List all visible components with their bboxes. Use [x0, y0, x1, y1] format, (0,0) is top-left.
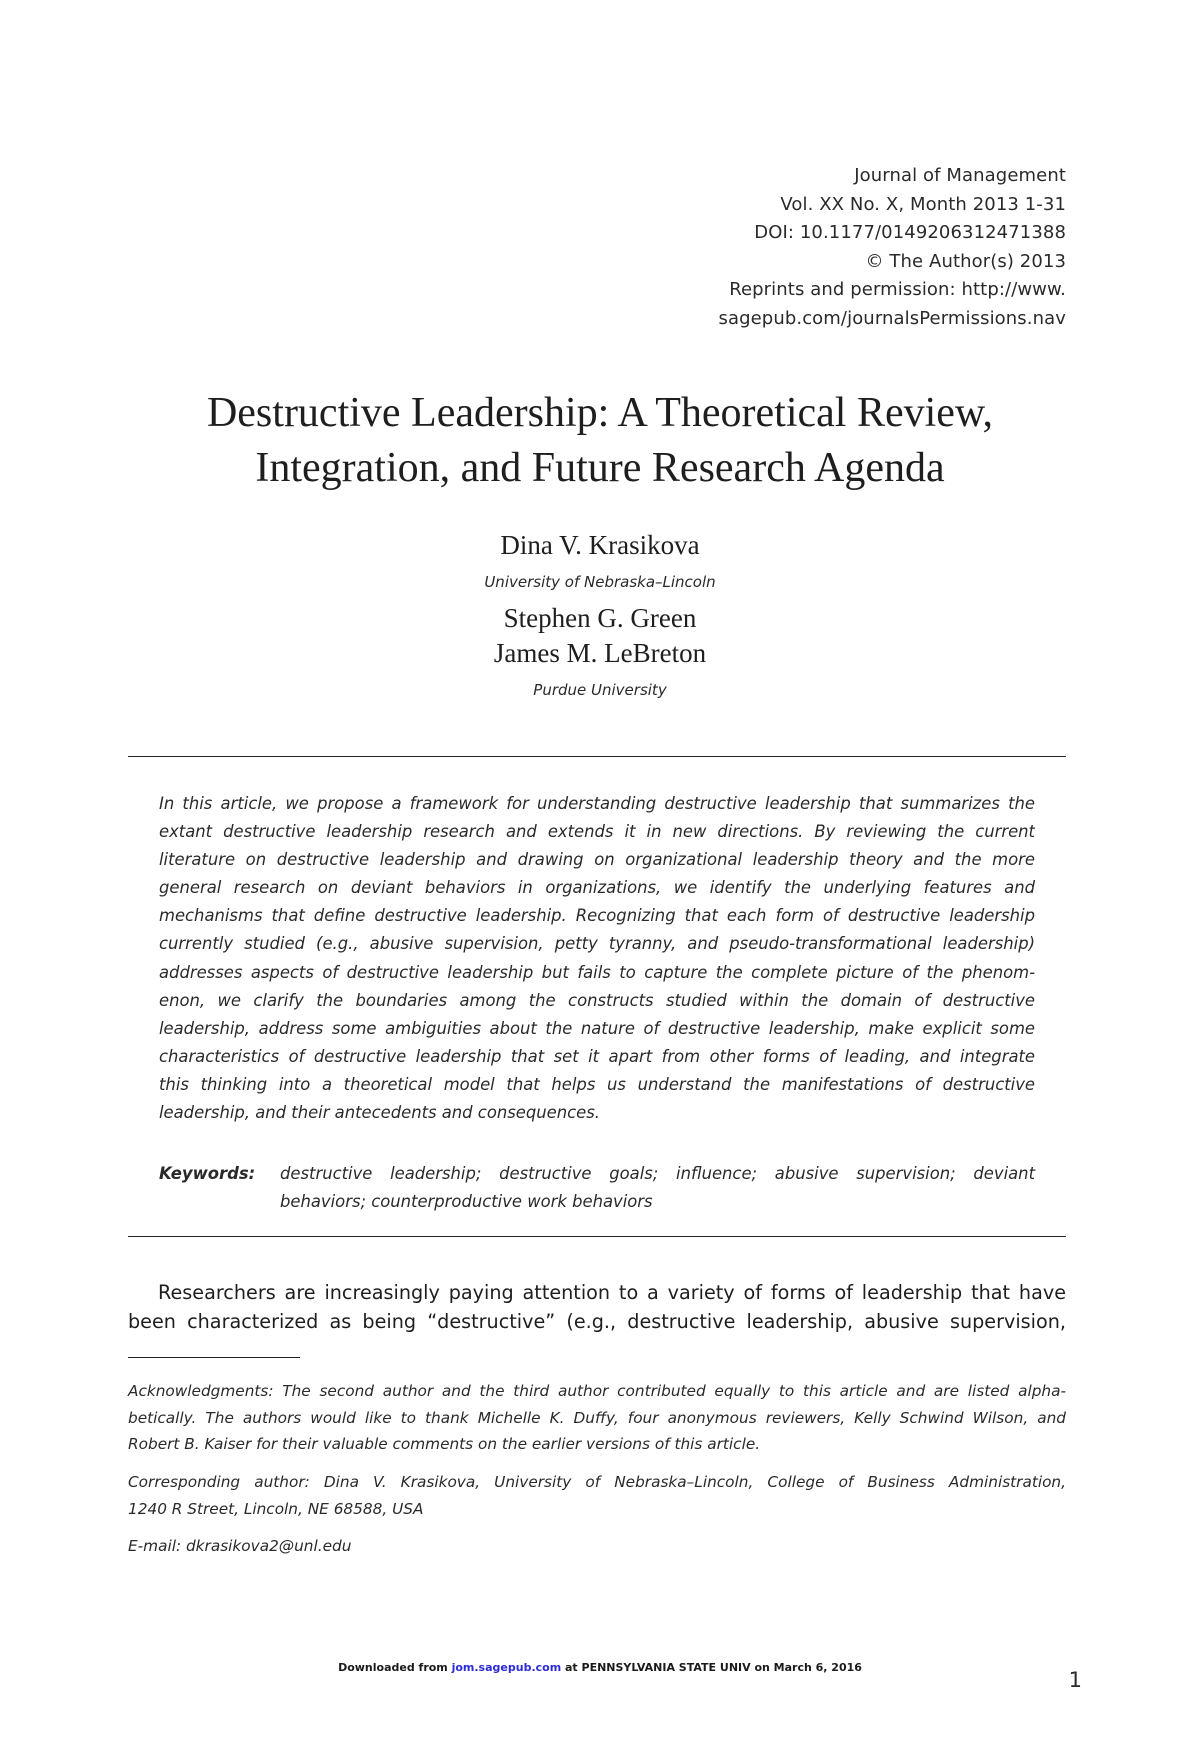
keywords-label: Keywords: — [159, 1164, 256, 1183]
footnote-line: Corresponding author: Dina V. Krasikova, University of Nebraska–Lincoln, College of Business Administration, — [128, 1473, 1066, 1491]
body-paragraph — [128, 1278, 1066, 1336]
corresponding-author-note — [128, 1469, 1066, 1522]
author-email[interactable]: E-mail: dkrasikova2@unl.edu — [128, 1537, 352, 1555]
abstract-line: leadership, and their antecedents and consequences. — [159, 1103, 600, 1123]
author-name: Dina V. Krasikova — [500, 530, 700, 560]
page-number: 1 — [1068, 1668, 1082, 1692]
author-affiliation: University of Nebraska–Lincoln — [484, 573, 716, 591]
footnote-line: betically. The authors would like to thank Michelle K. Duffy, four anonymous reviewers, Kelly Schwind Wilson, and — [128, 1408, 1066, 1427]
journal-copyright: © The Author(s) 2013 — [865, 250, 1066, 272]
author-name: Stephen G. Green — [503, 603, 697, 633]
acknowledgments-note — [128, 1378, 1066, 1458]
abstract-line: currently studied (e.g., abusive supervision, petty tyranny, and pseudo-transformational leadership) — [159, 934, 1035, 954]
journal-reprints: Reprints and permission: http://www. — [729, 279, 1066, 300]
footnote-line: Robert B. Kaiser for their valuable comments on the earlier versions of this article. — [128, 1435, 761, 1453]
author-affiliation: Purdue University — [533, 681, 667, 699]
download-notice — [0, 1661, 1200, 1674]
journal-info — [546, 162, 1066, 333]
download-prefix: Downloaded from — [338, 1661, 452, 1674]
abstract-line: this thinking into a theoretical model that helps us understand the manifestations of destructive — [159, 1074, 1035, 1094]
abstract-line: leadership, address some ambiguities about the nature of destructive leadership, make explicit some — [159, 1018, 1035, 1038]
article-title-line: Destructive Leadership: A Theoretical Review, — [206, 390, 994, 436]
divider-rule — [128, 1236, 1066, 1237]
download-suffix: at PENNSYLVANIA STATE UNIV on March 6, 2016 — [561, 1661, 862, 1674]
journal-name: Journal of Management — [854, 165, 1066, 186]
article-title — [0, 386, 1200, 496]
abstract-line: general research on deviant behaviors in organizations, we identify the underlying features and — [159, 878, 1035, 898]
abstract-line: In this article, we propose a framework for understanding destructive leadership that summarizes the — [159, 794, 1035, 813]
body-line: Researchers are increasingly paying attention to a variety of forms of leadership that have — [158, 1281, 1066, 1304]
footnote-line: Acknowledgments: The second author and the third author contributed equally to this article and are listed alpha- — [128, 1382, 1066, 1400]
abstract-line: addresses aspects of destructive leadership but fails to capture the complete picture of the phenom- — [159, 962, 1035, 982]
body-line: been characterized as being “destructive” (e.g., destructive leadership, abusive supervision, — [128, 1310, 1066, 1333]
article-title-line: Integration, and Future Research Agenda — [255, 445, 945, 491]
abstract-line: literature on destructive leadership and drawing on organizational leadership theory and the more — [159, 850, 1035, 870]
abstract-line: extant destructive leadership research and extends it in new directions. By reviewing the current — [159, 822, 1035, 842]
footnote-line: 1240 R Street, Lincoln, NE 68588, USA — [128, 1499, 424, 1518]
divider-rule — [128, 756, 1066, 757]
footnote-rule — [128, 1357, 300, 1358]
author-name: James M. LeBreton — [493, 638, 707, 668]
abstract — [159, 790, 1035, 1127]
abstract-line: mechanisms that define destructive leadership. Recognizing that each form of destructive leadership — [159, 906, 1035, 926]
journal-doi: DOI: 10.1177/0149206312471388 — [754, 222, 1066, 243]
abstract-line: characteristics of destructive leadership that set it apart from other forms of leading, and integrate — [159, 1046, 1035, 1066]
keywords-line: destructive leadership; destructive goals; influence; abusive supervision; deviant — [280, 1164, 1035, 1183]
journal-volume: Vol. XX No. X, Month 2013 1-31 — [780, 193, 1066, 215]
keywords-line: behaviors; counterproductive work behaviors — [280, 1192, 653, 1211]
journal-reprints-url: sagepub.com/journalsPermissions.nav — [718, 307, 1066, 329]
download-link[interactable]: jom.sagepub.com — [451, 1661, 562, 1674]
abstract-line: enon, we clarify the boundaries among the constructs studied within the domain of destructive — [159, 990, 1035, 1010]
email-note — [128, 1533, 1066, 1560]
keywords-list — [280, 1160, 1035, 1216]
